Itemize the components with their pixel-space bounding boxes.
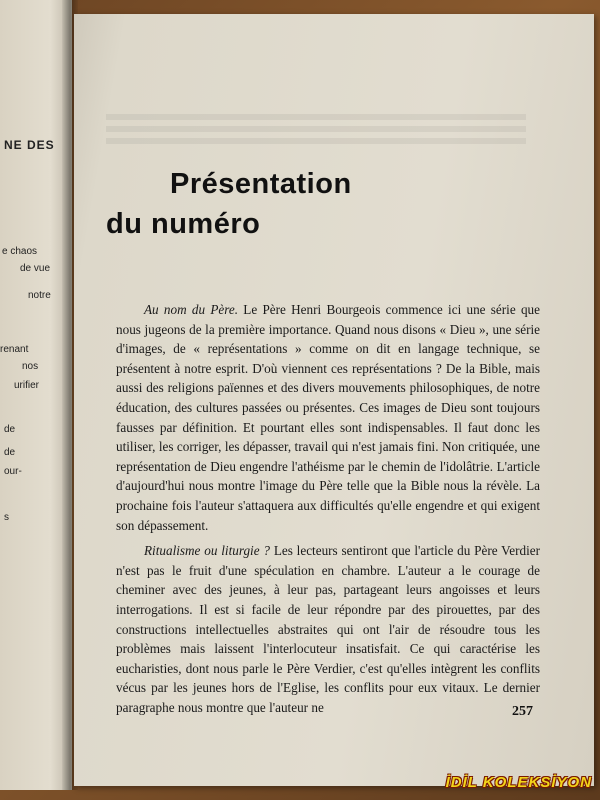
show-through-text (106, 126, 526, 132)
show-through-text (106, 138, 526, 144)
article-body (116, 300, 540, 717)
show-through-text (106, 114, 526, 120)
paragraph-lead: Au nom du Père. (144, 302, 239, 317)
article-title-line1: Présentation (170, 168, 352, 200)
right-page (74, 14, 594, 786)
left-page-fragment: e chaos (2, 246, 38, 257)
left-page-fragment: nos (22, 361, 39, 372)
watermark-text: İDİL KOLEKSİYON (445, 774, 592, 791)
left-page-fragment: NE DES (4, 138, 55, 152)
left-page-fragment: urifier (14, 380, 40, 391)
left-page-fragment: notre (28, 290, 51, 301)
left-page-fragment: renant (0, 344, 29, 355)
paragraph-text: Le Père Henri Bourgeois commence ici une série que nous jugeons de la première importance. Quand nous disons « Dieu », une série d'images, de « représentations » comme on dit en langage technique, se présentent à notre esprit. D'où viennent ces représentations ? De la Bible, mais aussi des religions païennes et des divers mouvements philosophiques, de notre éducation, des cultures passées ou présentes. Ces images de Dieu sont toujours fausses par définition. Et pourtant elles sont indispensables. Il faut donc les utiliser, les corriger, les dépasser, travail qui n'est jamais fini. Non critiquée, une représentation de Dieu engendre l'athéisme par le chemin de l'idolâtrie. L'article d'aujourd'hui nous montre l'image du Père telle que la Bible nous la révèle. La prochaine fois l'auteur s'attaquera aux difficultés qu'elle engendre et qui exigent son dépassement. (116, 302, 540, 533)
paragraph-ritualisme (116, 541, 540, 717)
paragraph-lead: Ritualisme ou liturgie ? (144, 543, 270, 559)
paragraph-au-nom-du-pere (116, 300, 540, 535)
left-page-fragment: de vue (20, 263, 51, 274)
article-title-line2: du numéro (106, 208, 261, 240)
left-page-fragment: s (4, 512, 9, 523)
paragraph-text: Les lecteurs sentiront que l'article du Père Verdier n'est pas le fruit d'une spéculation en chambre. L'auteur a le courage de cheminer avec des jeunes, à leur pas, partageant leurs angoisses et leurs interrogations. Il est si facile de leur répondre par des pirouettes, par des constructions intellectuelles abstraites qui ont l'air de résoudre tous les problèmes mais laissent l'interlocuteur insatisfait. Ce qui caractérise les eucharisties, dont nous parle le Père Verdier, c'est qu'elles intègrent les conflits vécus par les jeunes hors de l'Eglise, les conflits pour eux vitaux. Le dernier paragraphe nous montre que l'auteur ne (116, 543, 540, 715)
left-page-fragment: de (4, 424, 16, 435)
left-page-fragment: our- (4, 466, 22, 477)
left-page-fragment: de (4, 447, 16, 458)
page-number: 257 (512, 704, 533, 719)
